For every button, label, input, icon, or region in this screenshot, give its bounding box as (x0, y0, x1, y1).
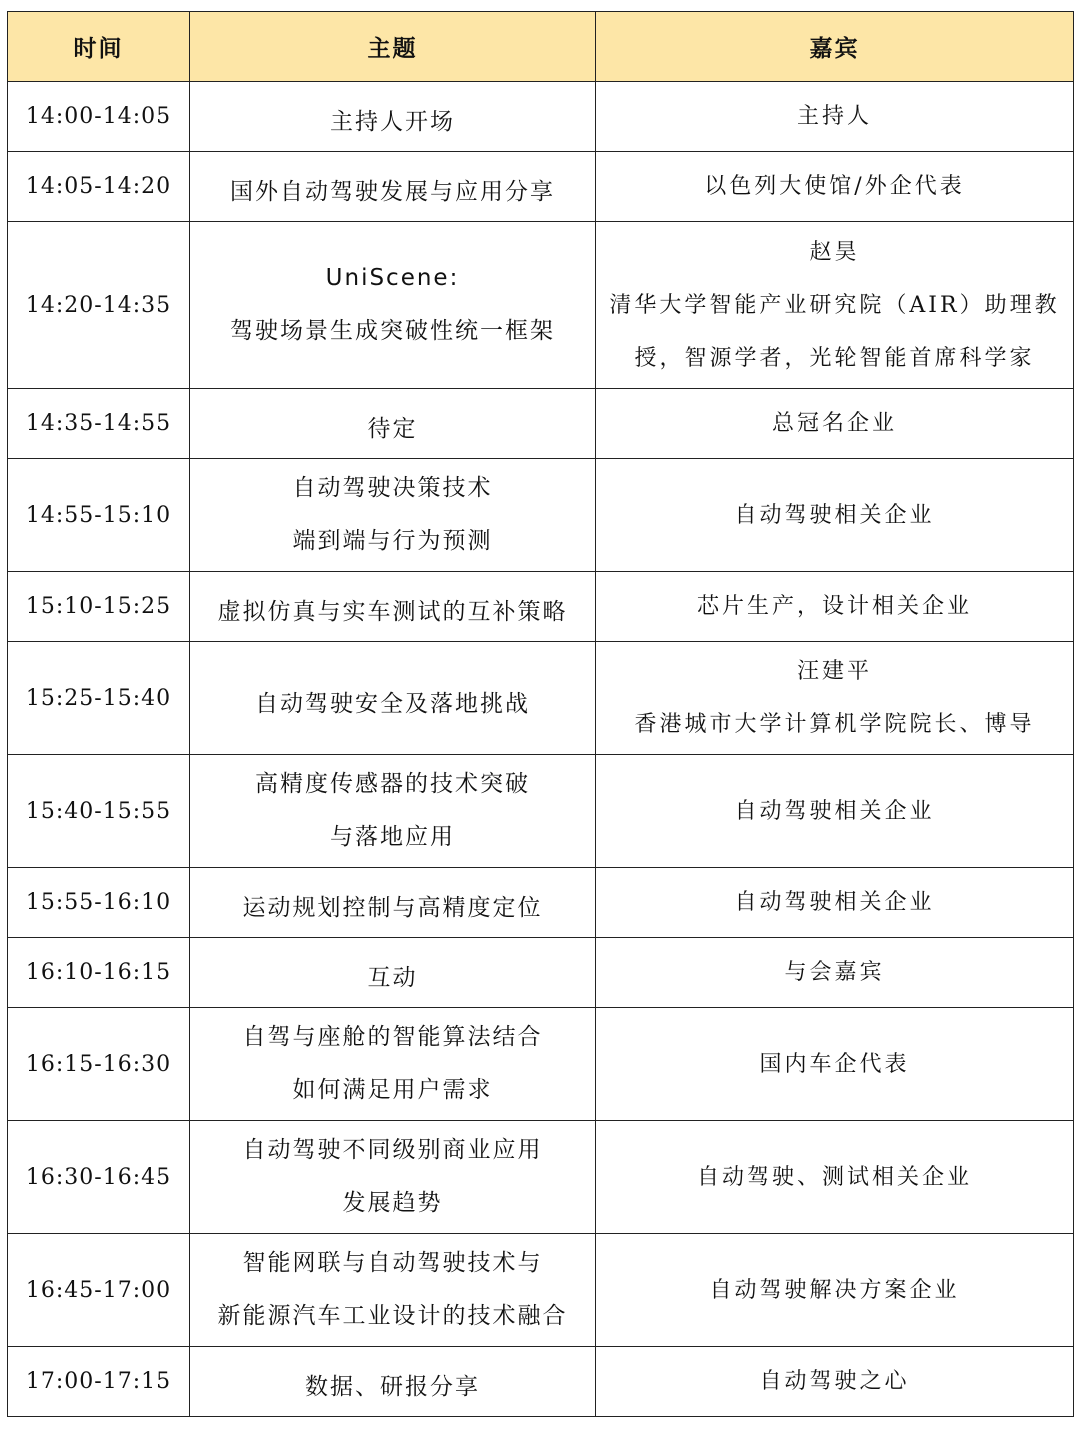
topic-line: 主持人开场 (330, 109, 455, 135)
guest-line: 与会嘉宾 (784, 960, 885, 985)
guest-cell (596, 1121, 1074, 1234)
time-cell: 16:15-16:30 (8, 1008, 190, 1121)
time-cell: 14:00-14:05 (8, 82, 190, 152)
guest-line: 总冠名企业 (771, 411, 897, 436)
table-row (8, 1121, 1074, 1234)
topic-line: 智能网联与自动驾驶技术与 (242, 1250, 543, 1276)
guest-cell (596, 222, 1074, 389)
topic-line: 自动驾驶决策技术 (292, 475, 493, 501)
topic-line: 自动驾驶安全及落地挑战 (255, 690, 530, 717)
guest-line: 主持人 (796, 104, 872, 129)
guest-line: 香港城市大学计算机学院院长、博导 (634, 712, 1035, 737)
topic-line: 高精度传感器的技术突破 (255, 771, 530, 797)
topic-line: 运动规划控制与高精度定位 (242, 895, 543, 921)
topic-cell (190, 82, 596, 152)
guest-line: 以色列大使馆/外企代表 (704, 174, 965, 199)
topic-cell (190, 1234, 596, 1347)
guest-line: 自动驾驶、测试相关企业 (696, 1164, 972, 1190)
guest-cell (596, 389, 1074, 459)
agenda-body (8, 82, 1074, 1417)
topic-cell (190, 389, 596, 459)
topic-line: 自驾与座舱的智能算法结合 (242, 1024, 543, 1050)
guest-cell (596, 82, 1074, 152)
table-row (8, 938, 1074, 1008)
table-row (8, 1008, 1074, 1121)
guest-line: 自动驾驶之心 (759, 1369, 910, 1394)
time-cell: 14:35-14:55 (8, 389, 190, 459)
guest-line: 国内车企代表 (759, 1051, 910, 1077)
time-cell: 14:05-14:20 (8, 152, 190, 222)
topic-line: 端到端与行为预测 (292, 528, 493, 554)
topic-line: 互动 (367, 965, 418, 991)
topic-cell (190, 642, 596, 755)
topic-line: 与落地应用 (330, 824, 455, 850)
table-row (8, 1347, 1074, 1417)
topic-cell (190, 222, 596, 389)
time-cell: 14:55-15:10 (8, 459, 190, 572)
guest-cell (596, 572, 1074, 642)
table-row (8, 152, 1074, 222)
table-row (8, 1234, 1074, 1347)
topic-cell (190, 572, 596, 642)
guest-cell (596, 938, 1074, 1008)
table-row (8, 755, 1074, 868)
time-cell: 16:30-16:45 (8, 1121, 190, 1234)
time-cell: 15:10-15:25 (8, 572, 190, 642)
topic-cell (190, 152, 596, 222)
topic-cell (190, 938, 596, 1008)
topic-line: 数据、研报分享 (305, 1374, 480, 1400)
topic-line: 虚拟仿真与实车测试的互补策略 (217, 599, 568, 625)
topic-cell (190, 1121, 596, 1234)
guest-cell (596, 1347, 1074, 1417)
guest-line: 自动驾驶相关企业 (734, 890, 935, 915)
guest-cell (596, 868, 1074, 938)
time-cell: 15:25-15:40 (8, 642, 190, 755)
header-time: 时间 (8, 12, 190, 82)
topic-line: UniScene: (325, 265, 460, 291)
guest-cell (596, 642, 1074, 755)
time-cell: 16:10-16:15 (8, 938, 190, 1008)
topic-cell (190, 755, 596, 868)
header-topic: 主题 (190, 12, 596, 82)
topic-line: 发展趋势 (342, 1190, 443, 1216)
guest-line: 授，智源学者，光轮智能首席科学家 (634, 345, 1035, 371)
topic-cell (190, 868, 596, 938)
guest-cell (596, 1008, 1074, 1121)
time-cell: 15:40-15:55 (8, 755, 190, 868)
table-row (8, 868, 1074, 938)
topic-line: 自动驾驶不同级别商业应用 (242, 1137, 543, 1163)
topic-line: 待定 (367, 416, 418, 442)
topic-cell (190, 1347, 596, 1417)
guest-line: 芯片生产，设计相关企业 (696, 594, 972, 619)
table-row (8, 222, 1074, 389)
topic-line: 国外自动驾驶发展与应用分享 (230, 179, 555, 205)
guest-line: 赵昊 (809, 239, 860, 265)
time-cell: 17:00-17:15 (8, 1347, 190, 1417)
topic-line: 新能源汽车工业设计的技术融合 (217, 1303, 568, 1329)
guest-cell (596, 1234, 1074, 1347)
guest-line: 自动驾驶相关企业 (734, 798, 935, 824)
guest-line: 自动驾驶解决方案企业 (709, 1277, 960, 1303)
time-cell: 16:45-17:00 (8, 1234, 190, 1347)
header-row (8, 12, 1074, 82)
guest-line: 汪建平 (796, 659, 872, 684)
table-row (8, 82, 1074, 152)
guest-cell (596, 755, 1074, 868)
agenda-table (7, 11, 1074, 1417)
time-cell: 15:55-16:10 (8, 868, 190, 938)
table-row (8, 459, 1074, 572)
topic-cell (190, 459, 596, 572)
header-guest: 嘉宾 (596, 12, 1074, 82)
agenda-header (8, 12, 1074, 82)
table-row (8, 642, 1074, 755)
topic-line: 如何满足用户需求 (292, 1077, 493, 1103)
guest-line: 清华大学智能产业研究院（AIR）助理教 (609, 292, 1060, 318)
time-cell: 14:20-14:35 (8, 222, 190, 389)
guest-line: 自动驾驶相关企业 (734, 502, 935, 528)
guest-cell (596, 152, 1074, 222)
topic-cell (190, 1008, 596, 1121)
table-row (8, 389, 1074, 459)
guest-cell (596, 459, 1074, 572)
topic-line: 驾驶场景生成突破性统一框架 (230, 318, 555, 344)
table-row (8, 572, 1074, 642)
